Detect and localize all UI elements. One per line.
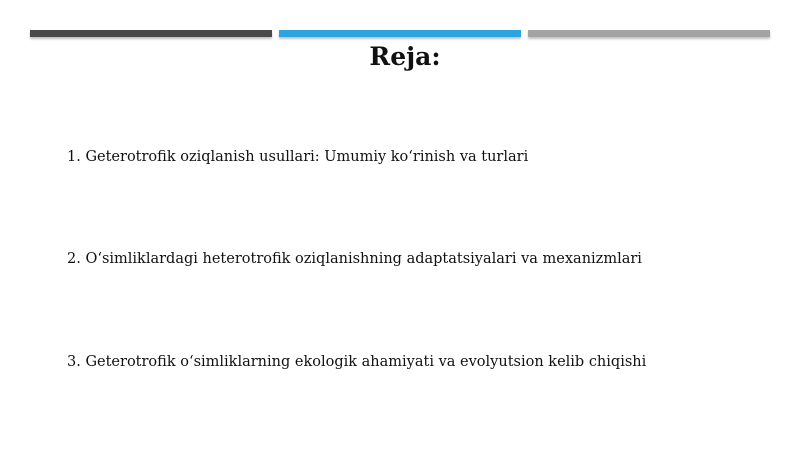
plan-item: 3. Geterotrofik oʻsimliklarning ekologik ahamiyati va evolyutsion kelib chiqishi	[67, 354, 647, 370]
top-decor-bar-gray	[528, 30, 770, 37]
slide-title: Reja:	[369, 42, 441, 71]
top-decor-bar-blue	[279, 30, 521, 37]
plan-item: 2. Oʻsimliklardagi heterotrofik oziqlanishning adaptatsiyalari va mexanizmlari	[67, 251, 642, 267]
plan-item: 1. Geterotrofik oziqlanish usullari: Umumiy koʻrinish va turlari	[67, 149, 529, 165]
top-decor-bar-dark	[30, 30, 272, 37]
